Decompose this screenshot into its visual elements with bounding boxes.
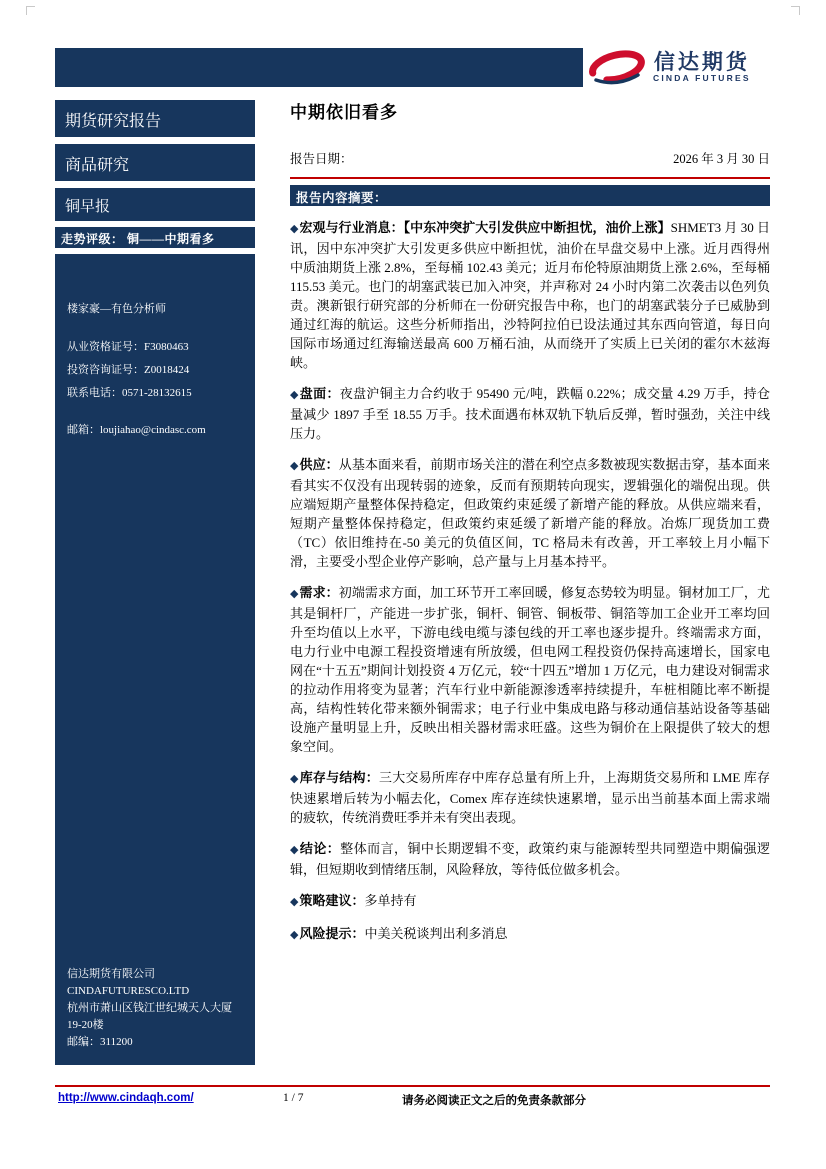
section-text: 初端需求方面，加工环节开工率回暖，修复态势较为明显。铜材加工厂，尤其是铜杆厂，产能进一步扩张，铜杆、铜管、铜板带、铜箔等加工企业开工率均回升至均值以上水平，下游电线电缆与漆包线的开工率也逐步提升。终端需求方面，电力行业中电源工程投资增速有所放缓，但电网工程投资仍保持高速增长，国家电网在“十五五”期间计划投资 4 万亿元，较“十四五”增加 1 万亿元，电力建设对铜需求的拉动作用将变为显著；汽车行业中新能源渗透率持续提升，车桩相随比率不断提高，结构性转化带来额外铜需求；电子行业中集成电路与移动通信基站设备等基础设施产量明显上升，反映出相关器材需求旺盛。这些为铜价在上限提供了较大的想象空间。 bbox=[290, 585, 770, 754]
sidebar-report-series: 期货研究报告 bbox=[55, 100, 255, 137]
section-text: SHMET3 月 30 日讯，因中东冲突扩大引发更多供应中断担忧，油价在早盘交易中上涨。近月西得州中质油期货上涨 2.8%，至每桶 102.43 美元；近月布伦特原油期货上涨 2.6%，至每桶 115.53 美元。也门的胡塞武装已加入冲突，并声称对 24 小时内第二次袭击以色列负责。澳新银行研究部的分析师在一份研究报告中称，也门的胡塞武装分子已威胁到通过红海的航运。这些分析师指出，沙特阿拉伯已设法通过其东西向管道，每日向国际市场通过红海输送最高 600 万桶石油，从而绕开了实质上已关闭的霍尔木兹海峡。 bbox=[290, 220, 770, 370]
section-text: 中美关税谈判出利多消息 bbox=[364, 926, 508, 941]
section-label: 库存与结构： bbox=[299, 770, 379, 785]
section-label: 策略建议： bbox=[299, 893, 365, 908]
section-market bbox=[290, 384, 770, 443]
summary-header: 报告内容摘要： bbox=[290, 185, 770, 206]
summary-sections bbox=[290, 218, 770, 945]
section-inventory bbox=[290, 768, 770, 827]
logo-name-cn: 信达期货 bbox=[653, 49, 750, 74]
section-macro-news bbox=[290, 218, 770, 372]
report-date-row bbox=[290, 149, 770, 179]
section-text: 三大交易所库存中库存总量有所上升，上海期货交易所和 LME 库存快速累增后转为小幅去化，Comex 库存连续快速累增，显示出当前基本面上需求端的疲软，传统消费旺季并未有突出表现。 bbox=[290, 770, 770, 825]
company-postcode: 邮编：311200 bbox=[67, 1036, 133, 1048]
section-text: 整体而言，铜中长期逻辑不变，政策约束与能源转型共同塑造中期偏强逻辑，但短期收到情绪压制，风险释放，等待低位做多机会。 bbox=[290, 841, 770, 877]
section-strategy bbox=[290, 891, 770, 912]
section-lead: 【中东冲突扩大引发供应中断担忧，油价上涨】 bbox=[403, 220, 671, 235]
section-text: 夜盘沪铜主力合约收于 95490 元/吨，跌幅 0.22%；成交量 4.29 万手，持仓量减少 1897 手至 18.55 万手。技术面遇布林双轨下轨后反弹，暂时强劲，关注中线压力。 bbox=[290, 386, 770, 441]
page-number: 1 / 7 bbox=[283, 1092, 304, 1104]
logo-swoosh-icon bbox=[586, 45, 648, 89]
diamond-bullet-icon: ◆ bbox=[290, 460, 299, 472]
diamond-bullet-icon: ◆ bbox=[290, 929, 299, 941]
crop-mark-top-left bbox=[26, 6, 35, 15]
header-bar bbox=[55, 48, 583, 87]
section-label: 需求： bbox=[299, 585, 339, 600]
date-label: 报告日期： bbox=[290, 152, 353, 166]
section-conclusion bbox=[290, 839, 770, 879]
section-text: 从基本面来看，前期市场关注的潜在利空点多数被现实数据击穿，基本面来看其实不仅没有出现转弱的迹象，反而有预期转向现实，逻辑强化的端倪出现。供应端短期产量整体保持稳定，但政策约束延缓了新增产能的释放。从供应端来看，短期产量整体保持稳定，但政策约束延缓了新增产能的释放。冶炼厂现货加工费（TC）依旧维持在-50 美元的负值区间，TC 格局未有改善，开工率较上月小幅下滑，主要受小型企业停产影响，总产量与上月基本持平。 bbox=[290, 457, 770, 569]
diamond-bullet-icon: ◆ bbox=[290, 389, 299, 401]
footer-divider bbox=[55, 1085, 770, 1087]
section-label: 结论： bbox=[299, 841, 341, 856]
section-label: 风险提示： bbox=[299, 926, 365, 941]
analyst-practice-cert: 从业资格证号：F3080463 bbox=[67, 341, 189, 353]
footer-disclaimer: 请务必阅读正文之后的免责条款部分 bbox=[402, 1095, 586, 1107]
company-name-en: CINDAFUTURESCO.LTD bbox=[67, 985, 190, 997]
section-label: 供应： bbox=[299, 457, 339, 472]
company-address: 杭州市萧山区钱江世纪城天人大厦19-20楼 bbox=[67, 1002, 232, 1031]
diamond-bullet-icon: ◆ bbox=[290, 223, 299, 235]
analyst-advisory-cert: 投资咨询证号：Z0018424 bbox=[67, 364, 190, 376]
diamond-bullet-icon: ◆ bbox=[290, 773, 299, 785]
section-label: 宏观与行业消息： bbox=[299, 220, 404, 235]
sidebar-analyst-panel bbox=[55, 254, 255, 1065]
section-text: 多单持有 bbox=[364, 893, 417, 908]
company-info bbox=[67, 966, 243, 1051]
sidebar-trend-rating: 走势评级： 铜——中期看多 bbox=[55, 227, 255, 248]
section-demand bbox=[290, 583, 770, 756]
website-link[interactable]: http://www.cindaqh.com/ bbox=[58, 1092, 194, 1104]
analyst-email: 邮箱：loujiahao@cindasc.com bbox=[67, 424, 206, 436]
sidebar-category: 商品研究 bbox=[55, 144, 255, 181]
diamond-bullet-icon: ◆ bbox=[290, 896, 299, 908]
company-name-cn: 信达期货有限公司 bbox=[67, 968, 155, 980]
report-title: 中期依旧看多 bbox=[290, 103, 398, 122]
diamond-bullet-icon: ◆ bbox=[290, 588, 299, 600]
date-value: 2026 年 3 月 30 日 bbox=[673, 152, 770, 166]
analyst-name: 楼家豪—有色分析师 bbox=[67, 303, 166, 315]
section-label: 盘面： bbox=[299, 386, 340, 401]
company-logo bbox=[586, 42, 772, 92]
crop-mark-top-right bbox=[791, 6, 800, 15]
section-supply bbox=[290, 455, 770, 571]
report-main bbox=[290, 98, 770, 957]
logo-text bbox=[653, 51, 751, 83]
section-risk bbox=[290, 924, 770, 945]
sidebar-product: 铜早报 bbox=[55, 188, 255, 221]
diamond-bullet-icon: ◆ bbox=[290, 844, 299, 856]
logo-name-en: CINDA FUTURES bbox=[653, 72, 751, 83]
analyst-phone: 联系电话：0571-28132615 bbox=[67, 387, 192, 399]
